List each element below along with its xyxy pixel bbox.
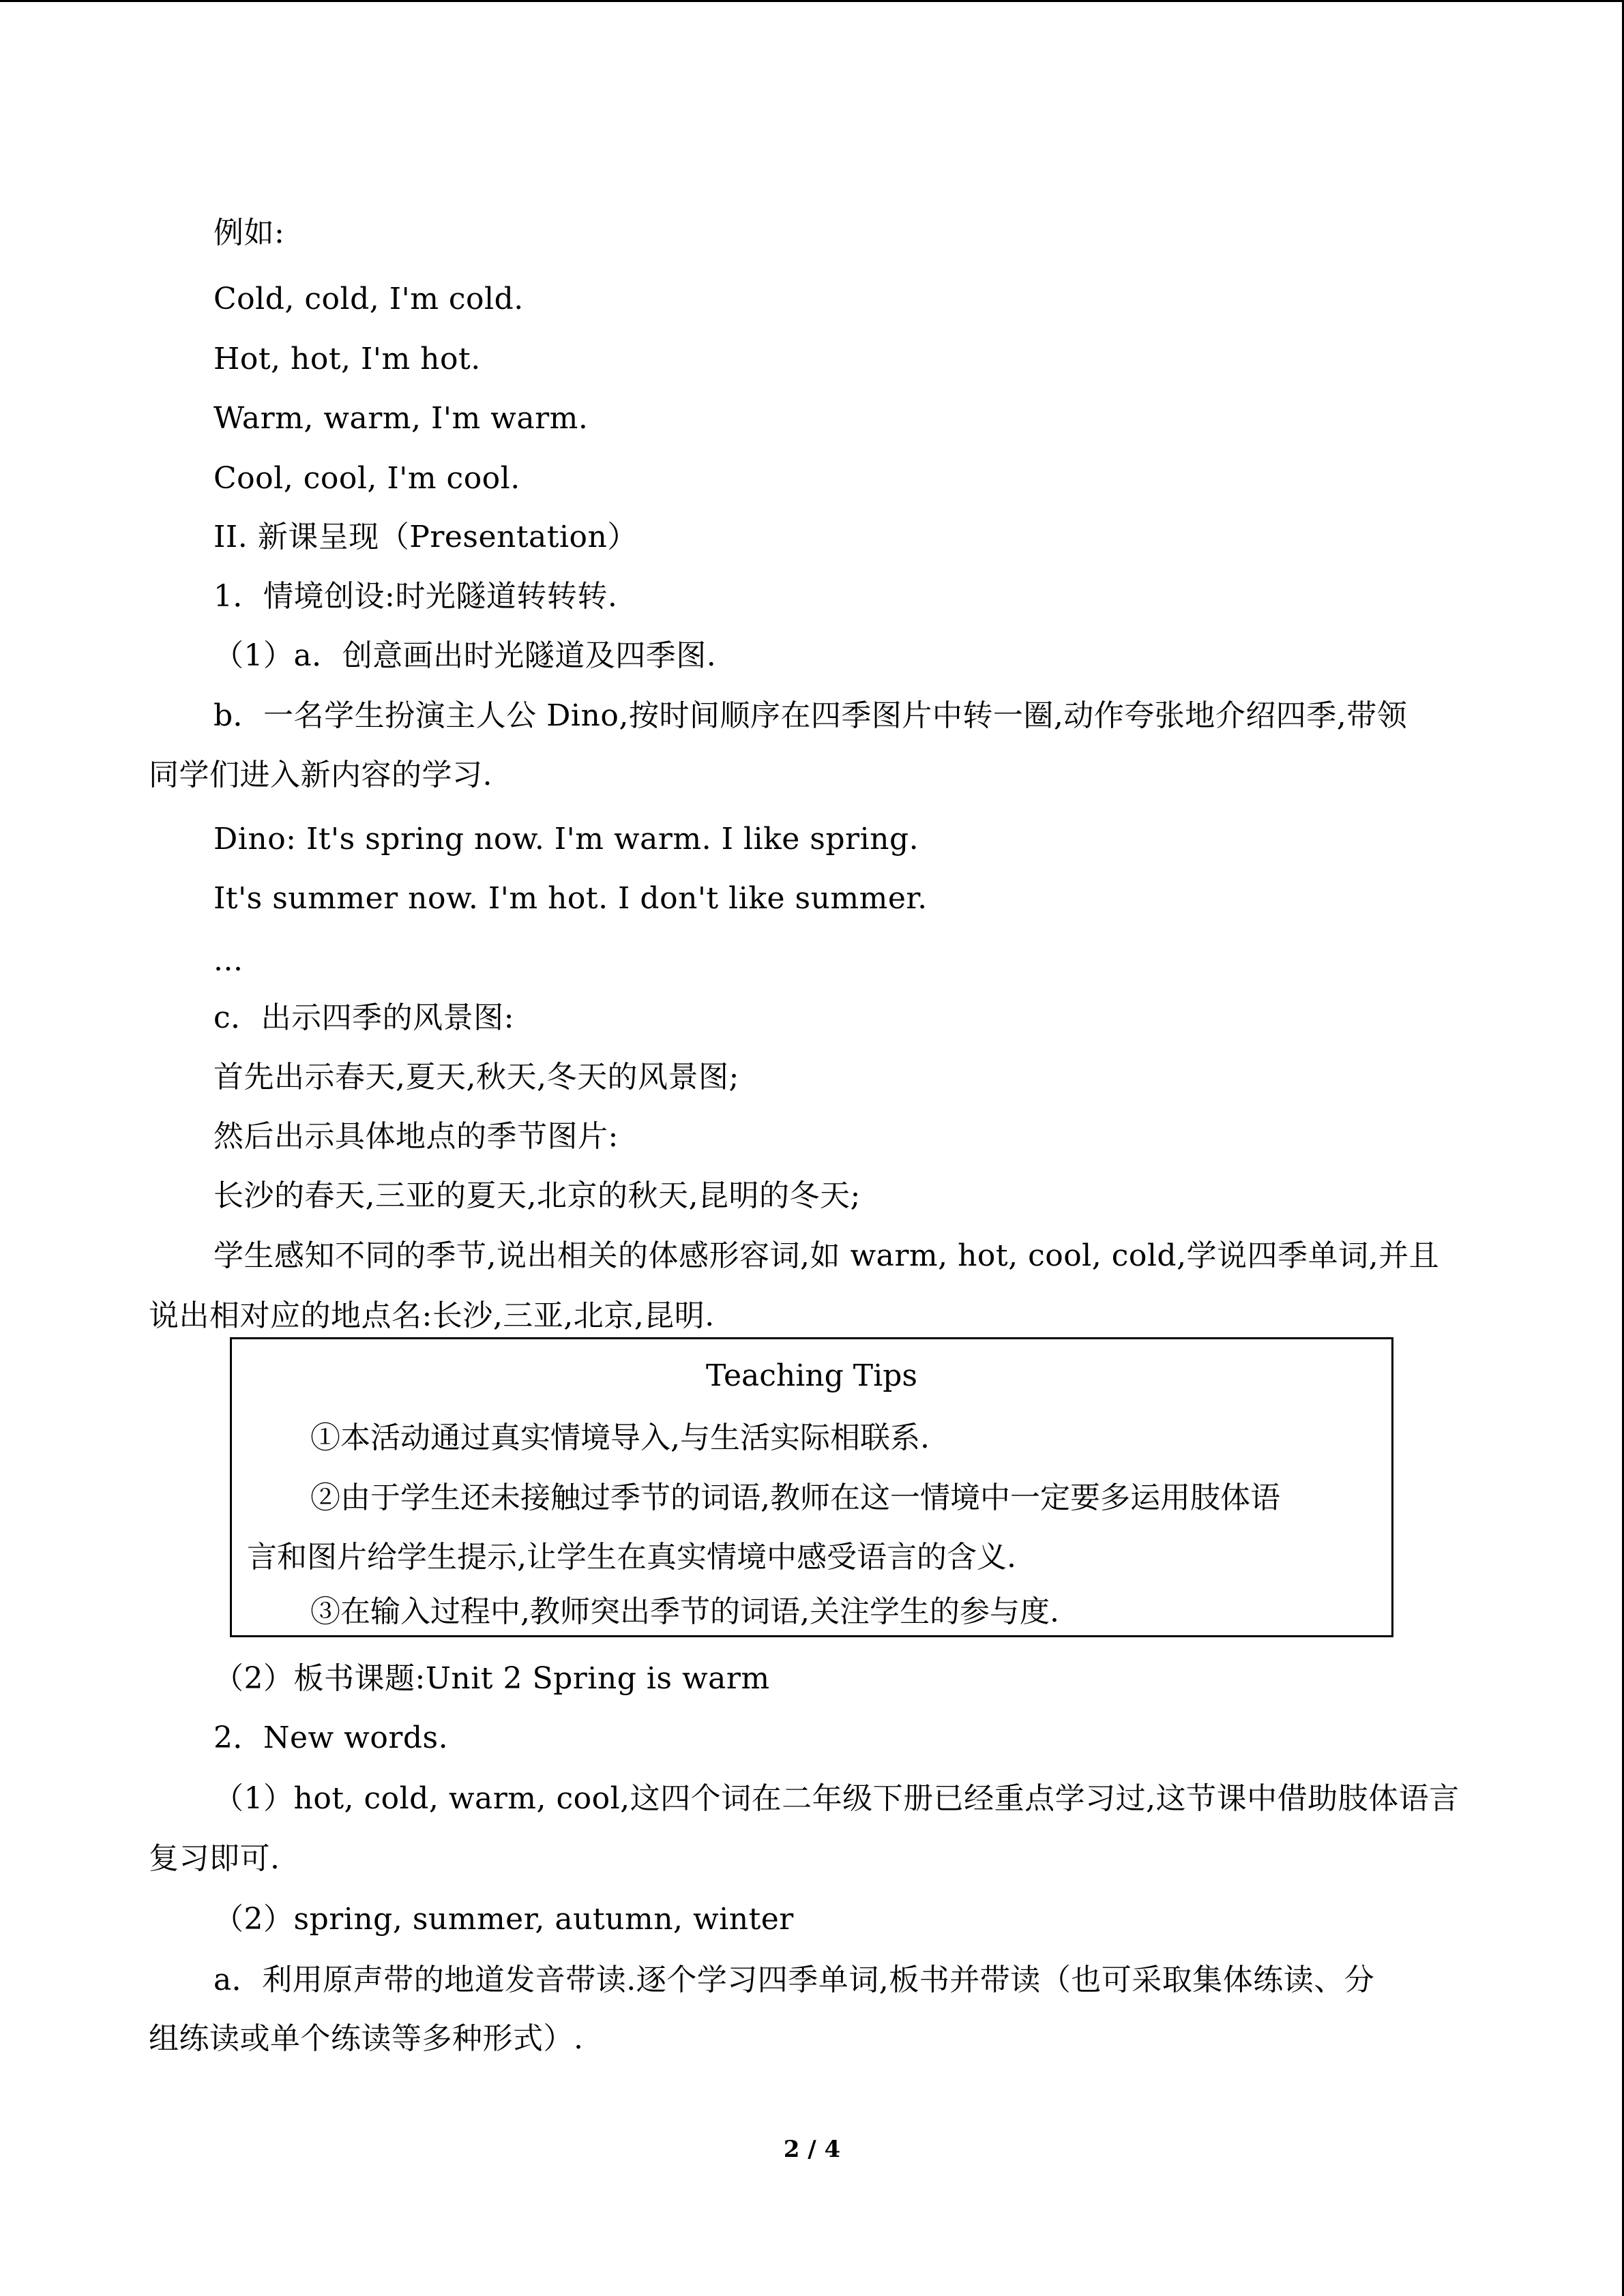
- dino-line-spring: Dino: It's spring now. I'm warm. I like spring.: [213, 822, 919, 856]
- page-number: 2 / 4: [783, 2136, 841, 2163]
- chant-line-warm: Warm, warm, I'm warm.: [213, 401, 589, 436]
- chant-line-hot: Hot, hot, I'm hot.: [213, 342, 481, 376]
- perception-line: 学生感知不同的季节,说出相关的体感形容词,如 warm, hot, cool, cold,学说四季单词,并且: [213, 1238, 1440, 1273]
- tip-item-2-cont: 言和图片给学生提示,让学生在真实情境中感受语言的含义.: [247, 1540, 1016, 1575]
- step-1-item-c: c．出示四季的风景图:: [213, 1000, 514, 1035]
- new-words-item-1: （1）hot, cold, warm, cool,这四个词在二年级下册已经重点学习过,这节课中借助肢体语言: [213, 1781, 1460, 1816]
- new-words-item-1-cont: 复习即可.: [149, 1841, 280, 1876]
- scenery-line-2: 然后出示具体地点的季节图片:: [213, 1119, 619, 1154]
- tip-item-3: ③在输入过程中,教师突出季节的词语,关注学生的参与度.: [310, 1594, 1059, 1629]
- chant-line-cold: Cold, cold, I'm cold.: [213, 282, 524, 316]
- step-1-item-a: （1）a．创意画出时光隧道及四季图.: [213, 638, 717, 673]
- perception-line-cont: 说出相对应的地点名:长沙,三亚,北京,昆明.: [149, 1298, 715, 1333]
- example-label: 例如:: [213, 215, 285, 250]
- new-words-item-a: a．利用原声带的地道发音带读.逐个学习四季单词,板书并带读（也可采取集体练读、分: [213, 1963, 1375, 1997]
- step-1-heading: 1．情境创设:时光隧道转转转.: [213, 579, 618, 614]
- teaching-tips-title: Teaching Tips: [706, 1358, 917, 1393]
- teaching-tips-box: [230, 1337, 1393, 1637]
- step-1-item-b-cont: 同学们进入新内容的学习.: [149, 758, 492, 792]
- scenery-line-3: 长沙的春天,三亚的夏天,北京的秋天,昆明的冬天;: [213, 1178, 861, 1213]
- chant-line-cool: Cool, cool, I'm cool.: [213, 461, 520, 496]
- tip-item-2: ②由于学生还未接触过季节的词语,教师在这一情境中一定要多运用肢体语: [310, 1480, 1280, 1515]
- dino-line-summer: It's summer now. I'm hot. I don't like summer.: [213, 881, 928, 916]
- board-title-line: （2）板书课题:Unit 2 Spring is warm: [213, 1661, 770, 1696]
- new-words-item-a-cont: 组练读或单个练读等多种形式）.: [149, 2021, 584, 2056]
- ellipsis-line: ...: [213, 943, 243, 978]
- tip-item-1: ①本活动通过真实情境导入,与生活实际相联系.: [310, 1420, 930, 1455]
- scenery-line-1: 首先出示春天,夏天,秋天,冬天的风景图;: [213, 1060, 739, 1094]
- section-heading-presentation: II. 新课呈现（Presentation）: [213, 520, 638, 554]
- step-1-item-b: b．一名学生扮演主人公 Dino,按时间顺序在四季图片中转一圈,动作夸张地介绍四季,带领: [213, 698, 1408, 733]
- new-words-item-2: （2）spring, summer, autumn, winter: [213, 1902, 794, 1937]
- step-2-heading: 2．New words.: [213, 1720, 449, 1755]
